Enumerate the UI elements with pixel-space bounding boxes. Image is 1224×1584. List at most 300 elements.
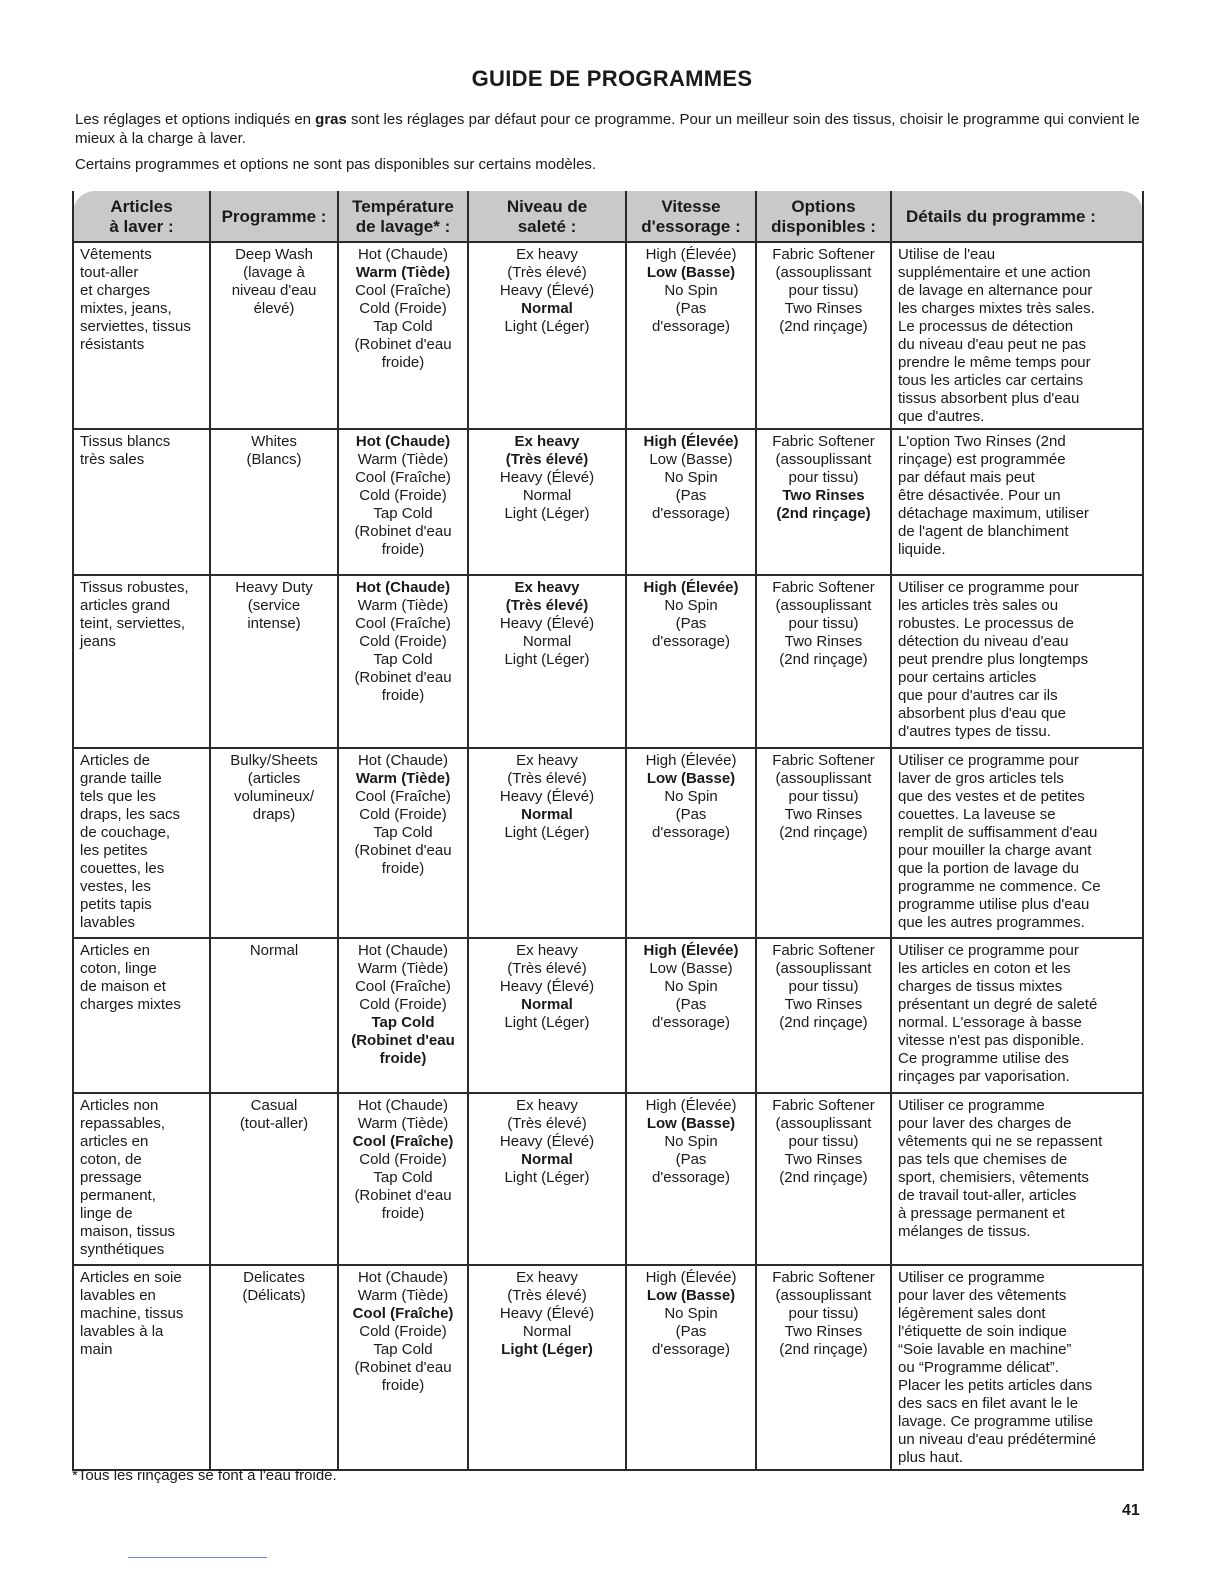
cell-line: (Très élevé) [507,1287,587,1304]
header-line: Options [791,197,856,216]
cell-line: coton, de [80,1151,142,1168]
cell-spin-speed [626,1265,756,1470]
cell-spin-speed [626,938,756,1093]
cell-soil-level [468,575,626,748]
header-soil-level [468,191,626,242]
cell-options [756,748,891,938]
cell-options [756,938,891,1093]
cell-line: (assouplissant [775,1287,872,1304]
cell-details [891,938,1143,1093]
cell-line: High (Élevée) [643,433,739,450]
cell-line: Light (Léger) [504,824,590,841]
cell-line: (Très élevé) [507,960,587,977]
cell-line: froide) [381,354,425,371]
cell-line: absorbent plus d'eau que [898,705,1066,722]
cell-line: (2nd rinçage) [779,824,868,841]
cell-temperature [338,748,468,938]
cell-line: High (Élevée) [643,942,739,959]
cell-program [210,1265,338,1470]
cell-line: Heavy (Élevé) [499,1133,595,1150]
cell-line: Fabric Softener [772,752,875,769]
cell-articles [73,1093,210,1265]
cell-line: Heavy (Élevé) [499,282,595,299]
cell-line: et charges [80,282,151,299]
cell-line: (service [247,597,301,614]
cell-line: Tap Cold [373,505,433,522]
cell-line: synthétiques [80,1241,165,1258]
cell-line: supplémentaire et une action [898,264,1091,281]
cell-line: (Délicats) [242,1287,306,1304]
cell-line: Warm (Tiède) [357,451,449,468]
header-program [210,191,338,242]
cell-line: Warm (Tiède) [357,1287,449,1304]
cell-line: No Spin [664,978,718,995]
cell-line: lavables en [80,1287,156,1304]
cell-line: (articles [247,770,301,787]
cell-articles [73,575,210,748]
cell-line: prendre le même temps pour [898,354,1091,371]
cell-line: Heavy (Élevé) [499,1305,595,1322]
cell-line: d'essorage) [652,318,730,335]
cell-line: d'essorage) [652,1014,730,1031]
cell-line: (Très élevé) [505,451,589,468]
cell-line: à pressage permanent et [898,1205,1065,1222]
cell-line: mélanges de tissus. [898,1223,1031,1240]
cell-line: Utilise de l'eau [898,246,996,263]
cell-line: (Robinet d'eau [354,336,452,353]
cell-line: Tissus robustes, [80,579,189,596]
cell-line: Tap Cold [373,651,433,668]
cell-temperature [338,1093,468,1265]
cell-line: froide) [381,541,425,558]
cell-line: Fabric Softener [772,433,875,450]
cell-line: Le processus de détection [898,318,1074,335]
cell-line: draps) [252,806,296,823]
header-temperature [338,191,468,242]
cell-spin-speed [626,575,756,748]
cell-line: (Pas [675,300,707,317]
cell-line: (Pas [675,1151,707,1168]
cell-line: Low (Basse) [649,960,733,977]
table-row [73,429,1143,575]
cell-line: par défaut mais peut [898,469,1035,486]
cell-line: Placer les petits articles dans [898,1377,1093,1394]
cell-options [756,1093,891,1265]
cell-line: Hot (Chaude) [357,1269,449,1286]
cell-line: que les autres programmes. [898,914,1085,931]
cell-line: de couchage, [80,824,171,841]
cell-line: pour tissu) [788,788,859,805]
cell-line: Ex heavy [516,1097,578,1114]
page-title: GUIDE DE PROGRAMMES [471,66,753,91]
cell-line: High (Élevée) [645,1097,737,1114]
cell-line: mixtes, jeans, [80,300,172,317]
cell-line: jeans [80,633,116,650]
cell-line: Two Rinses [782,487,865,504]
header-line: Niveau de [506,197,588,216]
cell-line: (Pas [675,806,707,823]
cell-line: très sales [80,451,145,468]
cell-line: laver de gros articles tels [898,770,1064,787]
cell-line: Hot (Chaude) [357,1097,449,1114]
table-row [73,242,1143,429]
cell-line: Cool (Fraîche) [355,978,451,995]
cell-articles [73,938,210,1093]
cell-spin-speed [626,429,756,575]
cell-line: pressage [80,1169,142,1186]
cell-line: (assouplissant [775,451,872,468]
cell-line: Delicates [243,1269,305,1286]
availability-note: Certains programmes et options ne sont pas disponibles sur certains modèles. [75,156,597,173]
cell-line: que la portion de lavage du [898,860,1079,877]
cell-line: Light (Léger) [504,318,590,335]
cell-soil-level [468,242,626,429]
cell-line: (Très élevé) [505,597,589,614]
cell-line: Cool (Fraîche) [355,282,451,299]
cell-line: Tap Cold [373,1169,433,1186]
header-row [73,191,1143,242]
cell-line: volumineux/ [233,788,315,805]
cell-line: Ex heavy [514,433,580,450]
cell-line: Fabric Softener [772,1097,875,1114]
cell-details [891,1093,1143,1265]
cell-line: Utiliser ce programme [898,1269,1045,1286]
cell-line: (Très élevé) [507,770,587,787]
table-row [73,938,1143,1093]
cell-line: Tissus blancs [80,433,171,450]
header-line: disponibles : [771,217,876,236]
cell-line: Utiliser ce programme pour [898,942,1079,959]
cell-line: Tap Cold [371,1014,435,1031]
table-row [73,575,1143,748]
cell-line: Light (Léger) [501,1341,593,1358]
cell-line: Warm (Tiède) [357,1115,449,1132]
cell-line: Cool (Fraîche) [352,1133,454,1150]
cell-line: robustes. Le processus de [898,615,1074,632]
cell-line: (2nd rinçage) [776,505,871,522]
cell-line: (lavage à [243,264,305,281]
cell-line: (Robinet d'eau [354,1187,452,1204]
cell-line: repassables, [80,1115,166,1132]
cell-line: Cold (Froide) [359,300,447,317]
cell-line: Articles en soie [80,1269,182,1286]
cell-line: No Spin [664,282,718,299]
cell-line: Fabric Softener [772,1269,875,1286]
cell-line: Cold (Froide) [359,1151,447,1168]
cell-line: Deep Wash [235,246,313,263]
cell-line: peut prendre plus longtemps [898,651,1089,668]
cell-line: froide) [381,1377,425,1394]
intro-paragraph [75,110,1145,148]
intro-bold-word: gras [315,111,347,128]
cell-program [210,1093,338,1265]
cell-line: Normal [521,1151,573,1168]
cell-line: Tap Cold [373,1341,433,1358]
cell-line: pour laver des charges de [898,1115,1072,1132]
cell-line: No Spin [664,597,718,614]
cell-line: d'essorage) [652,1169,730,1186]
cell-line: coton, linge [80,960,157,977]
cell-line: élevé) [253,300,295,317]
header-line: saleté : [517,217,577,236]
cell-line: (Robinet d'eau [354,1359,452,1376]
program-guide-table [72,191,1144,1471]
cell-line: High (Élevée) [645,752,737,769]
cell-line: lavables [80,914,136,931]
cell-temperature [338,242,468,429]
cell-line: Light (Léger) [504,651,590,668]
cell-line: tous les articles car certains [898,372,1084,389]
cell-line: (tout-aller) [239,1115,309,1132]
cell-temperature [338,575,468,748]
divider-line [128,1557,267,1558]
cell-line: Articles non [80,1097,159,1114]
cell-details [891,575,1143,748]
header-options [756,191,891,242]
cell-line: froide) [381,687,425,704]
cell-line: (assouplissant [775,960,872,977]
cell-line: intense) [247,615,301,632]
cell-line: (assouplissant [775,264,872,281]
cell-spin-speed [626,748,756,938]
cell-line: Fabric Softener [772,942,875,959]
cell-line: que des vestes et de petites [898,788,1085,805]
cell-line: détection du niveau d'eau [898,633,1069,650]
cell-line: que d'autres. [898,408,985,425]
cell-line: Fabric Softener [772,246,875,263]
cell-line: Low (Basse) [646,1115,736,1132]
cell-soil-level [468,1265,626,1470]
cell-line: (Robinet d'eau [354,669,452,686]
cell-line: des sacs en filet avant le le [898,1395,1079,1412]
table-row [73,748,1143,938]
cell-line: froide) [381,1205,425,1222]
cell-line: (Robinet d'eau [351,1032,455,1049]
header-details [891,191,1143,242]
cell-line: Warm (Tiède) [357,597,449,614]
cell-line: (Robinet d'eau [354,842,452,859]
cell-line: Casual [250,1097,298,1114]
cell-line: Normal [522,1323,572,1340]
cell-temperature [338,938,468,1093]
cell-spin-speed [626,1093,756,1265]
cell-line: (2nd rinçage) [779,318,868,335]
cell-line: lavage. Ce programme utilise [898,1413,1094,1430]
cell-line: (2nd rinçage) [779,1014,868,1031]
table-row [73,1265,1143,1470]
cell-line: rinçages par vaporisation. [898,1068,1070,1085]
header-line: Température [352,197,454,216]
header-line: d'essorage : [641,217,741,236]
cell-line: Cool (Fraîche) [355,615,451,632]
cell-line: (2nd rinçage) [779,1169,868,1186]
cell-line: Utiliser ce programme pour [898,579,1079,596]
cell-line: plus haut. [898,1449,964,1466]
cell-line: Hot (Chaude) [355,579,451,596]
cell-line: présentant un degré de saleté [898,996,1098,1013]
cell-line: linge de [80,1205,133,1222]
cell-line: Low (Basse) [646,770,736,787]
cell-line: Ex heavy [516,1269,578,1286]
cell-line: Two Rinses [784,996,863,1013]
cell-line: remplit de suffisamment d'eau [898,824,1098,841]
cell-line: serviettes, tissus [80,318,191,335]
cell-line: Low (Basse) [646,264,736,281]
cell-line: (Pas [675,487,707,504]
cell-line: petits tapis [80,896,152,913]
cell-line: Light (Léger) [504,1014,590,1031]
cell-line: maison, tissus [80,1223,176,1240]
cell-line: Fabric Softener [772,579,875,596]
cell-line: couettes, les [80,860,165,877]
cell-line: Normal [521,300,573,317]
intro-text: Les réglages et options indiqués en [75,111,316,128]
cell-line: Cool (Fraîche) [355,469,451,486]
cell-spin-speed [626,242,756,429]
cell-line: couettes. La laveuse se [898,806,1056,823]
cell-line: Whites [251,433,297,450]
cell-soil-level [468,1093,626,1265]
cell-line: Cold (Froide) [359,1323,447,1340]
cell-line: High (Élevée) [645,246,737,263]
intro-text: sont les réglages par défaut pour ce programme. Pour un meilleur soin des tissus, choisir le programme qui convient le mieux à la charge à laver. [75,111,1140,147]
cell-line: Normal [521,996,573,1013]
cell-line: Cool (Fraîche) [355,788,451,805]
cell-soil-level [468,748,626,938]
header-line: Détails du programme : [906,207,1096,226]
cell-line: Heavy (Élevé) [499,978,595,995]
cell-options [756,575,891,748]
table-header [73,191,1143,242]
cell-line: Warm (Tiède) [355,264,451,281]
cell-details [891,748,1143,938]
cell-line: programme utilise plus d'eau [898,896,1090,913]
cell-line: Vêtements [80,246,152,263]
cell-line: Articles en [80,942,151,959]
cell-details [891,429,1143,575]
cell-options [756,429,891,575]
cell-soil-level [468,429,626,575]
cell-line: Bulky/Sheets [230,752,318,769]
cell-line: No Spin [664,1133,718,1150]
cell-line: High (Élevée) [643,579,739,596]
cell-line: (Très élevé) [507,1115,587,1132]
cell-line: (Très élevé) [507,264,587,281]
cell-line: (2nd rinçage) [779,1341,868,1358]
cell-line: Ex heavy [514,579,580,596]
cell-line: teint, serviettes, [80,615,186,632]
cell-line: (Pas [675,996,707,1013]
cell-articles [73,429,210,575]
cell-line: Cold (Froide) [359,487,447,504]
cell-line: grande taille [80,770,162,787]
cell-line: pour certains articles [898,669,1037,686]
cell-line: charges mixtes [80,996,181,1013]
cell-line: d'essorage) [652,633,730,650]
cell-line: Cold (Froide) [359,806,447,823]
cell-articles [73,242,210,429]
cell-line: charges de tissus mixtes [898,978,1063,995]
cell-line: pour tissu) [788,469,859,486]
cell-line: Low (Basse) [649,451,733,468]
cell-line: d'essorage) [652,1341,730,1358]
cell-line: vitesse n'est pas disponible. [898,1032,1085,1049]
cell-line: les articles très sales ou [898,597,1059,614]
cell-line: pour mouiller la charge avant [898,842,1092,859]
cell-line: Two Rinses [784,300,863,317]
cell-line: légèrement sales dont [898,1305,1046,1322]
cell-line: pour laver des vêtements [898,1287,1067,1304]
cell-line: d'autres types de tissu. [898,723,1051,740]
cell-line: (2nd rinçage) [779,651,868,668]
cell-line: un niveau d'eau prédéterminé [898,1431,1097,1448]
cell-line: draps, les sacs [80,806,181,823]
cell-line: que pour d'autres car ils [898,687,1058,704]
cell-line: pour tissu) [788,1305,859,1322]
cell-line: Cold (Froide) [359,996,447,1013]
cell-line: les charges mixtes très sales. [898,300,1095,317]
cell-line: normal. L'essorage à basse [898,1014,1082,1031]
page-number: 41 [1122,1502,1140,1519]
cell-line: No Spin [664,1305,718,1322]
cell-program [210,575,338,748]
cell-line: Normal [249,942,299,959]
cell-line: main [80,1341,113,1358]
cell-articles [73,1265,210,1470]
cell-line: permanent, [80,1187,156,1204]
cell-line: de maison et [80,978,166,995]
cell-line: résistants [80,336,145,353]
cell-line: les petites [80,842,148,859]
cell-line: (assouplissant [775,1115,872,1132]
cell-line: No Spin [664,469,718,486]
cell-line: Normal [521,806,573,823]
cell-line: Two Rinses [784,1151,863,1168]
cell-line: Tap Cold [373,318,433,335]
cell-program [210,242,338,429]
cell-line: programme ne commence. Ce [898,878,1101,895]
cell-line: tout-aller [80,264,139,281]
header-articles [73,191,210,242]
cell-line: rinçage) est programmée [898,451,1066,468]
cell-line: L'option Two Rinses (2nd [898,433,1066,450]
cell-program [210,429,338,575]
cell-line: vêtements qui ne se repassent [898,1133,1103,1150]
cell-details [891,242,1143,429]
cell-line: niveau d'eau [231,282,317,299]
cell-line: Ex heavy [516,942,578,959]
cell-line: lavables à la [80,1323,164,1340]
cell-line: (assouplissant [775,770,872,787]
cell-line: Warm (Tiède) [355,770,451,787]
cell-line: (Robinet d'eau [354,523,452,540]
cell-line: (Blancs) [246,451,302,468]
cell-line: Light (Léger) [504,505,590,522]
cell-line: Two Rinses [784,806,863,823]
header-spin-speed [626,191,756,242]
header-line: de lavage* : [355,217,451,236]
cell-line: de travail tout-aller, articles [898,1187,1077,1204]
cell-line: Hot (Chaude) [357,752,449,769]
cell-line: de l'agent de blanchiment [898,523,1069,540]
cell-program [210,938,338,1093]
cell-options [756,1265,891,1470]
cell-line: tissus absorbent plus d'eau [898,390,1080,407]
cell-line: Warm (Tiède) [357,960,449,977]
footnote: *Tous les rinçages se font à l'eau froide. [72,1467,337,1484]
cell-line: Normal [522,487,572,504]
cell-line: Hot (Chaude) [357,246,449,263]
